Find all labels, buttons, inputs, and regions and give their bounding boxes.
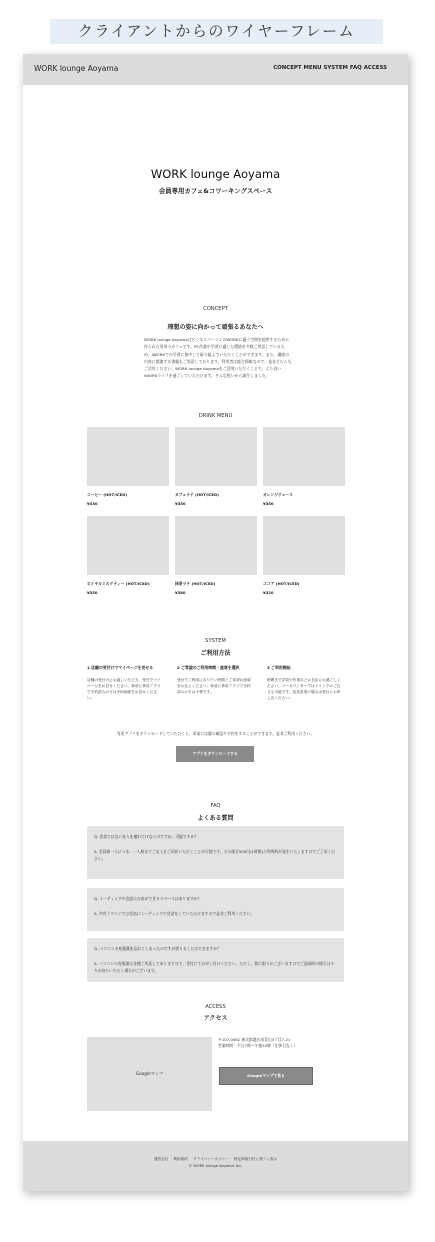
drink-name: 抹茶ラテ (HOT/ICED) [175, 581, 216, 586]
nav-system[interactable]: SYSTEM [323, 65, 348, 71]
step-title: 3 ご利用開始 [267, 665, 291, 670]
faq-question: Q. 会員ではない友人を連れてけないのですか。可能ですか？ [94, 834, 199, 839]
drink-item [263, 427, 345, 506]
system-title: ご利用方法 [200, 650, 231, 657]
drink-name: ココア (HOT/ICED) [263, 581, 300, 586]
step-title: 2 ご希望のご利用時間・座席を選択 [177, 665, 240, 670]
system-step [177, 665, 253, 695]
concept-label: CONCEPT [203, 306, 228, 312]
page-frame [23, 54, 408, 1191]
hero-subtitle: 会員専用カフェ&コワーキングスペース [158, 187, 273, 195]
access-title: アクセス [203, 1015, 228, 1022]
drink-name: オレンジジュース [263, 492, 293, 497]
drink-name: コーヒー (HOT/ICED) [87, 492, 128, 497]
nav-concept[interactable]: CONCEPT [273, 65, 302, 71]
drink-price: ¥350 [263, 501, 274, 506]
app-download-button[interactable]: アプリをダウンロードする [176, 746, 254, 762]
drink-item [175, 516, 257, 595]
step-desc: 店舗の受付けにお越しいただき、受付でマイページをお見せください。事前に専用アプリで予約済みの方は予約画面をお見せください。 [87, 678, 161, 700]
drink-image [263, 427, 345, 486]
faq-answer: A. 共有ラウンジでは会話にミーティングや会話をしていただけますので是非ご利用ください。 [94, 911, 255, 916]
system-step [87, 665, 163, 701]
faq-question: Q. ミーティングや会話に自由ができるスペースはありますか？ [94, 896, 202, 901]
drink-name: ロイヤルミルクティー (HOT/ICED) [87, 581, 150, 586]
drink-price: ¥330 [87, 501, 98, 506]
system-label: SYSTEM [205, 638, 226, 644]
faq-item[interactable] [87, 888, 344, 931]
site-logo[interactable]: WORK lounge Aoyama [34, 64, 119, 73]
site-header [23, 54, 408, 85]
drink-image [87, 516, 169, 575]
footer-copyright: © WORK lounge Aoyama, Inc. [188, 1164, 243, 1168]
concept-title: 理想の姿に向かって頑張るあなたへ [167, 324, 264, 331]
drink-item [175, 427, 257, 506]
wireframe-caption: クライアントからのワイヤーフレーム [50, 19, 383, 44]
drink-item [263, 516, 345, 595]
drink-item [87, 516, 169, 595]
map-placeholder[interactable]: Googleマップ [87, 1037, 212, 1111]
nav-faq[interactable]: FAQ [349, 65, 362, 71]
footer-link-company[interactable]: 運営会社 [153, 1157, 169, 1161]
global-nav [273, 65, 387, 71]
drink-image [175, 516, 257, 575]
faq-question: Q. パソコンの充電器を忘れてしまったのですが借りることはできますか？ [94, 946, 221, 951]
hero-title: WORK lounge Aoyama [150, 167, 281, 181]
concept-body: WORK lounge AoyamaはビジネスパーソンのWORKに適う空間を提供するために作られた専用のカフェです。PC作業や学習に適した環境を多数ご用意しているため、iWORKでの学習に集中して取り組んでいただくことができます。また、講座の内容に関連する書籍もご用意しております。利用者は総合情報なので、是非そちらもご活用ください。WORK lounge Aoyamaをご活用いただくことで、より良いiWORKライフを過ごしていただけます。そんな想いから誕生しました。 [144, 337, 292, 379]
access-info [218, 1037, 344, 1049]
faq-item[interactable] [87, 826, 344, 879]
faq-title: よくある質問 [197, 815, 234, 822]
app-download-note: 専用アプリをダウンロードしていただくと、事前に店舗の確認や予約をすることができます。是非ご利用ください。 [117, 731, 314, 736]
access-hours: 営業時間：平日7時〜午後10時（定休日なし） [218, 1043, 298, 1049]
step-desc: 時間まで学習や作業などお自由にお過ごしください。バーカウンターではドリンクのご注文も可能です。延長希望の場合は受付にお申し出ください。 [267, 678, 341, 700]
step-desc: 受付でご利用になりたい時間とご希望の座席をお伝えください。事前に専用アプリで予約済みの方は不要です。 [177, 678, 251, 694]
step-title: 1 店舗の受付けでマイページを見せる [87, 665, 154, 670]
site-footer [23, 1141, 408, 1191]
footer-link-tokushoho[interactable]: 特定商取引法に基づく表示 [233, 1157, 278, 1161]
drink-image [87, 427, 169, 486]
drink-price: ¥350 [175, 501, 186, 506]
faq-item[interactable] [87, 938, 344, 982]
drink-price: ¥350 [87, 590, 98, 595]
drink-price: ¥380 [175, 590, 186, 595]
drink-image [175, 427, 257, 486]
nav-access[interactable]: ACCESS [363, 65, 387, 71]
access-address: 〒107-0062 東京都港区南青山3丁目7-21 [218, 1037, 291, 1042]
footer-link-privacy[interactable]: プライバシーポリシー [193, 1157, 229, 1161]
drink-price: ¥320 [263, 590, 274, 595]
nav-menu[interactable]: MENU [303, 65, 322, 71]
menu-label: DRINK MENU [198, 413, 233, 419]
faq-answer: A. 会員様一人につき、一人様までご友人をご同伴いただくことが可能です。その場合500円(1時間)の利用料が発生いたしますのでご了承ください。 [94, 849, 336, 861]
footer-links [23, 1157, 408, 1162]
access-label: ACCESS [205, 1004, 226, 1010]
footer-link-terms[interactable]: 利用規約 [173, 1157, 188, 1161]
system-step [267, 665, 343, 701]
google-map-button[interactable]: Googleマップで見る [219, 1067, 313, 1085]
drink-item [87, 427, 169, 506]
faq-answer: A. パソコンの充電器は各種ご用意してありますので、受付にてお申し付けください。ただし、数に限りがございますのでご返却時の場合はタキお待ちいただく場合がございます。 [94, 961, 335, 973]
drink-name: カフェラテ (HOT/ICED) [175, 492, 219, 497]
faq-label: FAQ [210, 803, 221, 809]
drink-image [263, 516, 345, 575]
